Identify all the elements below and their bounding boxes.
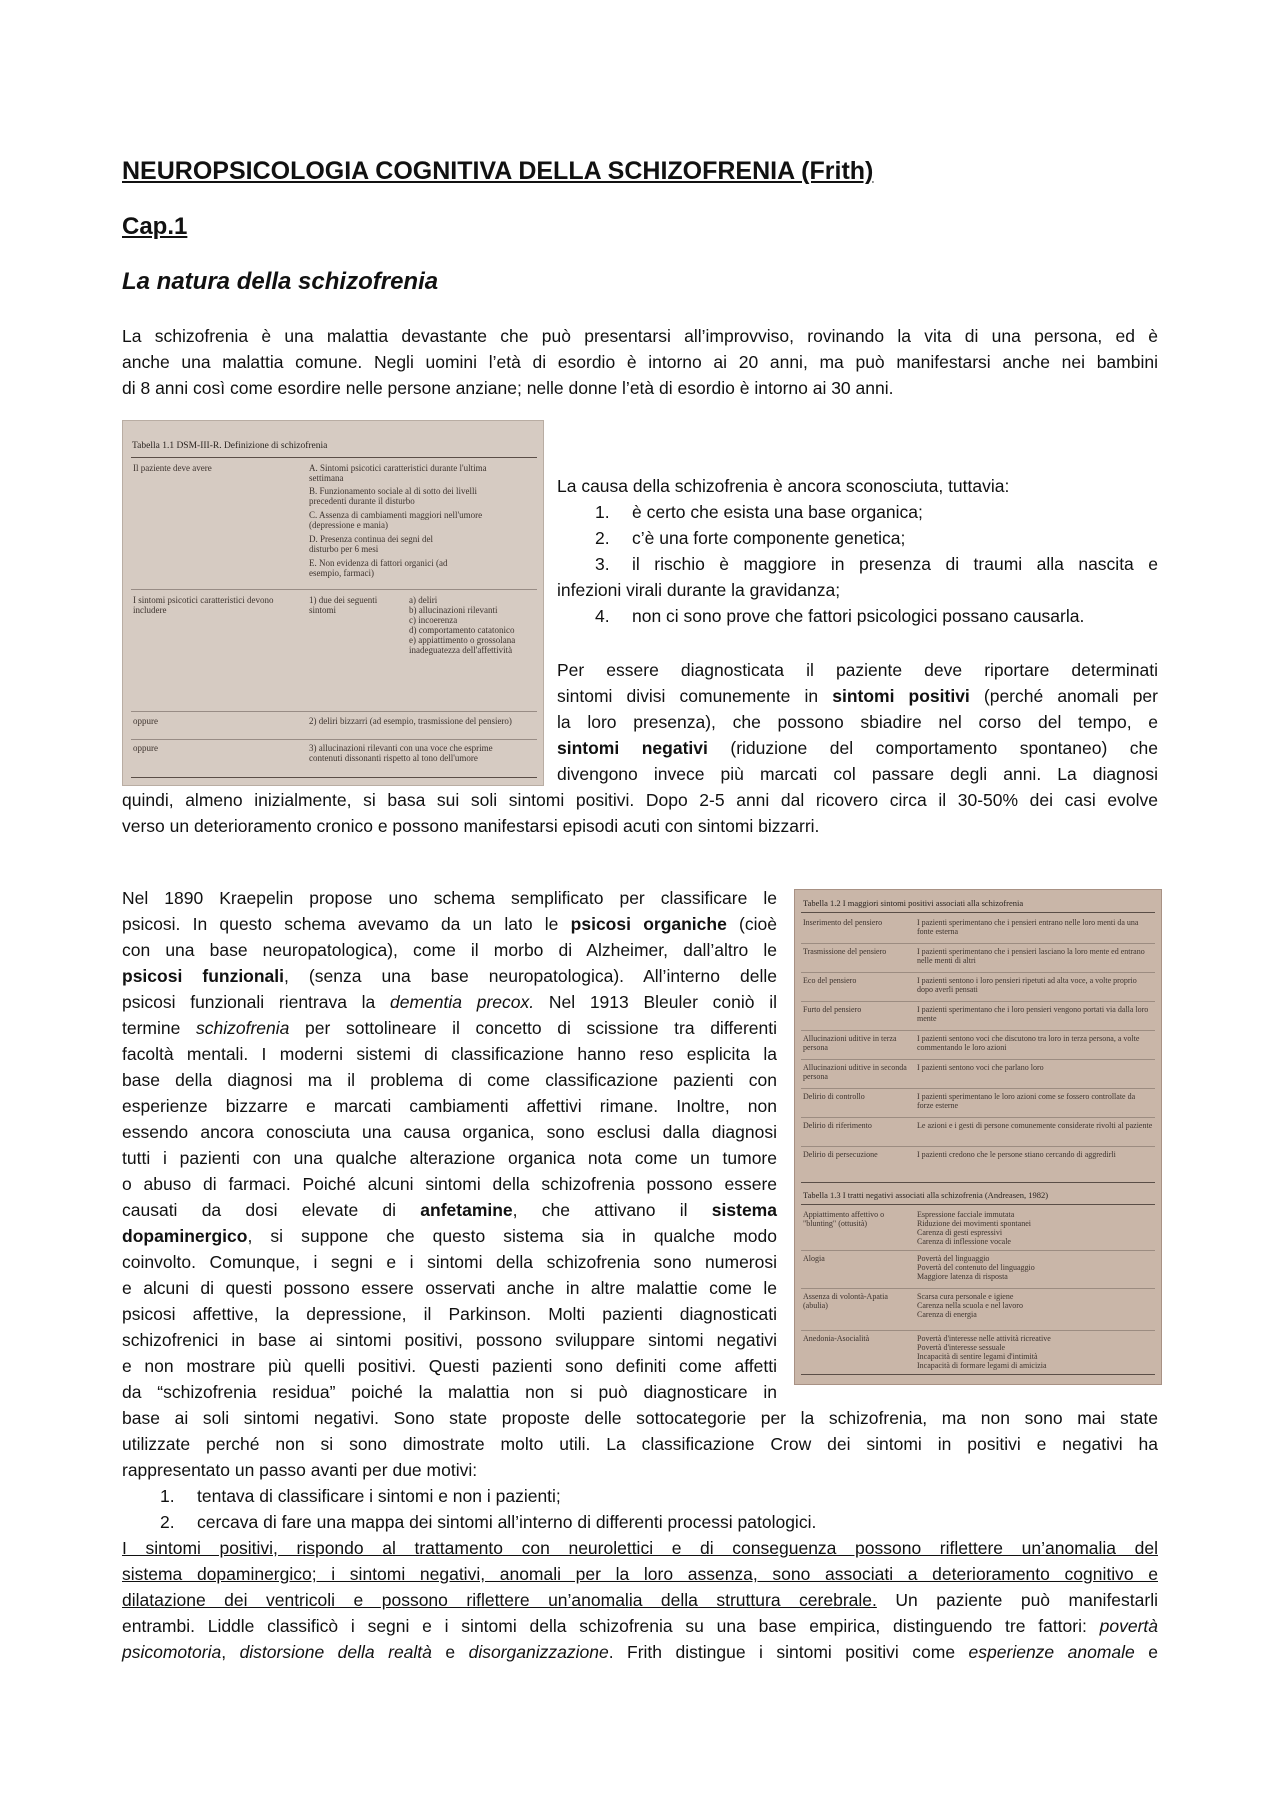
- table2-row-right: I pazienti sperimentano che i pensieri entrano nelle loro menti da una fonte esterna: [917, 918, 1139, 936]
- table2-row-right: I pazienti sperimentano che i pensieri lasciano la loro mente ed entrano nelle menti di altri: [917, 947, 1145, 965]
- kraepelin-line: facoltà mentali. I moderni sistemi di classificazione hanno reso esplicita la: [122, 1044, 777, 1064]
- kraepelin-line: termine schizofrenia per sottolineare il concetto di scissione tra differenti: [122, 1018, 777, 1038]
- underlined-line: dilatazione dei ventricoli e possono riflettere un’anomalia della struttura cerebrale. Un paziente può manifestarli: [122, 1590, 1158, 1610]
- table3-row-left: Alogia: [803, 1254, 825, 1263]
- table2-row-right: Le azioni e i gesti di persone comunemente considerate rivolti al paziente: [917, 1121, 1153, 1130]
- diag-line: quindi, almeno inizialmente, si basa sui soli sintomi positivi. Dopo 2-5 anni dal ricovero circa il 30-50% dei casi evolve: [122, 790, 1158, 810]
- table-row-divider: [801, 1117, 1155, 1118]
- t1-row-right: E. Non evidenza di fattori organici (ad esempio, farmaci): [309, 558, 448, 578]
- table-row-divider: [801, 972, 1155, 973]
- cause-number: 4.: [595, 606, 610, 626]
- table-row-divider: [801, 1001, 1155, 1002]
- table2-row-left: Inserimento del pensiero: [803, 918, 883, 927]
- table-row-divider: [801, 1288, 1155, 1289]
- kraepelin-line: causati da dosi elevate di anfetamine, che attivano il sistema: [122, 1200, 777, 1220]
- kraepelin-line: tutti i pazienti con una qualche alterazione organica nota come un tumore: [122, 1148, 777, 1168]
- t1-row-mid: 2) deliri bizzarri (ad esempio, trasmissione del pensiero): [309, 716, 512, 726]
- table2-row-right: I pazienti sentono i loro pensieri ripetuti ad alta voce, a volte proprio dopo averli pensati: [917, 976, 1137, 994]
- kraepelin-line: con una base neuropatologica), come il morbo di Alzheimer, dall’altro le: [122, 940, 777, 960]
- crow-line: base ai soli sintomi negativi. Sono state proposte delle sottocategorie per la schizofrenia, ma non sono mai state: [122, 1408, 1158, 1428]
- cause-intro: La causa della schizofrenia è ancora sconosciuta, tuttavia:: [557, 476, 1010, 496]
- table-1-2-caption: Tabella 1.2 I maggiori sintomi positivi associati alla schizofrenia: [803, 898, 1024, 908]
- cause-text: non ci sono prove che fattori psicologici possano causarla.: [632, 606, 1085, 626]
- kraepelin-line: essendo ancora conosciuta una causa organica, sono esclusi dalla diagnosi: [122, 1122, 777, 1142]
- crow-line: utilizzate perché non si sono dimostrate molto utili. La classificazione Crow dei sintomi in positivi e negativi ha: [122, 1434, 1158, 1454]
- t1-row-right: C. Assenza di cambiamenti maggiori nell'umore (depressione e mania): [309, 510, 483, 530]
- table3-row-right: Scarsa cura personale e igiene Carenza nella scuola e nel lavoro Carenza di energia: [917, 1292, 1023, 1319]
- intro-line-2: anche una malattia comune. Negli uomini l’età di esordio è intorno ai 20 anni, ma può manifestarsi anche nei bambini: [122, 352, 1158, 372]
- diag-line: Per essere diagnosticata il paziente deve riportare determinati: [557, 660, 1158, 680]
- table-1-1-caption: Tabella 1.1 DSM-III-R. Definizione di schizofrenia: [132, 441, 328, 451]
- underlined-line: I sintomi positivi, rispondo al trattamento con neurolettici e di conseguenza possono riflettere un’anomalia del: [122, 1538, 1158, 1558]
- underlined-line: sistema dopaminergico; i sintomi negativi, anomali per la loro assenza, sono associati a deterioramento cognitivo e: [122, 1564, 1158, 1584]
- table3-row-right: Povertà d'interesse nelle attività ricreative Povertà d'interesse sessuale Incapacità di sentire legami d'intimità Incapacità di formare legami di amicizia: [917, 1334, 1051, 1370]
- kraepelin-line: psicosi funzionali rientrava la dementia precox. Nel 1913 Bleuler coniò il: [122, 992, 777, 1012]
- page-title: NEUROPSICOLOGIA COGNITIVA DELLA SCHIZOFRENIA (Frith): [122, 157, 874, 185]
- reason-number: 1.: [160, 1486, 175, 1506]
- table-row-divider: [801, 1059, 1155, 1060]
- kraepelin-line: coinvolto. Comunque, i segni e i sintomi della schizofrenia sono numerosi: [122, 1252, 777, 1272]
- reason-number: 2.: [160, 1512, 175, 1532]
- kraepelin-line: psicosi. In questo schema avevamo da un lato le psicosi organiche (cioè: [122, 914, 777, 934]
- t1-row-right: a) deliri b) allucinazioni rilevanti c) incoerenza d) comportamento catatonico e) appiattimento o grossolana inadeguatezza dell'affettività: [409, 595, 516, 655]
- table-1-1-image: [122, 420, 544, 786]
- kraepelin-line: base della diagnosi ma il problema di come classificazione pazienti con: [122, 1070, 777, 1090]
- table2-row-left: Allucinazioni uditive in seconda persona: [803, 1063, 907, 1081]
- cause-number: 3.: [595, 554, 610, 574]
- diag-line: sintomi negativi (riduzione del comportamento spontaneo) che: [557, 738, 1158, 758]
- table3-row-right: Povertà del linguaggio Povertà del contenuto del linguaggio Maggiore latenza di risposta: [917, 1254, 1035, 1281]
- cause-text: il rischio è maggiore in presenza di traumi alla nascita e: [632, 554, 1158, 574]
- table2-row-left: Delirio di persecuzione: [803, 1150, 878, 1159]
- t1-row-left: Il paziente deve avere: [133, 463, 212, 473]
- table-1-2-1-3-image: [794, 889, 1162, 1385]
- table2-row-left: Furto del pensiero: [803, 1005, 862, 1014]
- table2-row-left: Delirio di riferimento: [803, 1121, 872, 1130]
- cause-number: 2.: [595, 528, 610, 548]
- reason-text: tentava di classificare i sintomi e non i pazienti;: [197, 1486, 561, 1506]
- kraepelin-line: da “schizofrenia residua” poiché la malattia non si può diagnosticare in: [122, 1382, 777, 1402]
- kraepelin-line: schizofrenici in base ai sintomi positivi, possono sviluppare sintomi negativi: [122, 1330, 777, 1350]
- table3-row-right: Espressione facciale immutata Riduzione dei movimenti spontanei Carenza di gesti espressivi Carenza di inflessione vocale: [917, 1210, 1031, 1246]
- reason-text: cercava di fare una mappa dei sintomi all’interno di differenti processi patologici.: [197, 1512, 817, 1532]
- table2-row-right: I pazienti sentono voci che parlano loro: [917, 1063, 1044, 1072]
- table2-row-left: Delirio di controllo: [803, 1092, 865, 1101]
- t1-row-mid: 1) due dei seguenti sintomi: [309, 595, 378, 615]
- table-row-divider: [801, 1250, 1155, 1251]
- kraepelin-line: psicosi funzionali, (senza una base neuropatologica). All’interno delle: [122, 966, 777, 986]
- cause-text: è certo che esista una base organica;: [632, 502, 923, 522]
- t1-row-left: oppure: [133, 716, 158, 726]
- table2-row-left: Allucinazioni uditive in terza persona: [803, 1034, 897, 1052]
- chapter-heading: Cap.1: [122, 213, 188, 240]
- section-heading: La natura della schizofrenia: [122, 268, 439, 295]
- table-row-divider: [801, 1146, 1155, 1147]
- table2-row-left: Eco del pensiero: [803, 976, 857, 985]
- diag-line: divengono invece più marcati col passare degli anni. La diagnosi: [557, 764, 1158, 784]
- table3-row-left: Appiattimento affettivo o "blunting" (ottusità): [803, 1210, 885, 1228]
- table2-row-left: Trasmissione del pensiero: [803, 947, 887, 956]
- diag-line: la loro presenza), che possono sbiadire nel corso del tempo, e: [557, 712, 1158, 732]
- kraepelin-line: esperienze bizzarre e marcati cambiamenti affettivi rimane. Inoltre, non: [122, 1096, 777, 1116]
- table-row-divider: [801, 1030, 1155, 1031]
- kraepelin-line: Nel 1890 Kraepelin propose uno schema semplificato per classificare le: [122, 888, 777, 908]
- table-row-divider: [801, 943, 1155, 944]
- diag-line: sintomi divisi comunemente in sintomi positivi (perché anomali per: [557, 686, 1158, 706]
- t1-row-right: D. Presenza continua dei segni del disturbo per 6 mesi: [309, 534, 433, 554]
- table-1-3-caption: Tabella 1.3 I tratti negativi associati alla schizofrenia (Andreasen, 1982): [803, 1190, 1049, 1200]
- table2-row-right: I pazienti sperimentano le loro azioni come se fossero controllate da forze esterne: [917, 1092, 1136, 1110]
- table2-row-right: I pazienti sperimentano che i loro pensieri vengono portati via dalla loro mente: [917, 1005, 1149, 1023]
- crow-line: rappresentato un passo avanti per due motivi:: [122, 1460, 478, 1480]
- intro-line-3: di 8 anni così come esordire nelle persone anziane; nelle donne l’età di esordio è intorno ai 30 anni.: [122, 378, 894, 398]
- table3-row-left: Anedonia-Asocialità: [803, 1334, 870, 1343]
- t1-row-mid: 3) allucinazioni rilevanti con una voce che esprime contenuti dissonanti rispetto al tono dell'umore: [309, 743, 493, 763]
- t1-row-left: I sintomi psicotici caratteristici devono includere: [133, 595, 274, 615]
- table-row-divider: [801, 1088, 1155, 1089]
- t1-row-right: B. Funzionamento sociale al di sotto dei livelli precedenti durante il disturbo: [309, 486, 477, 506]
- cause-number: 1.: [595, 502, 610, 522]
- cause-text: c’è una forte componente genetica;: [632, 528, 906, 548]
- table2-row-right: I pazienti sentono voci che discutono tra loro in terza persona, a volte commentando le loro azioni: [917, 1034, 1140, 1052]
- kraepelin-line: psicosi affettive, la depressione, il Parkinson. Molti pazienti diagnosticati: [122, 1304, 777, 1324]
- t1-row-right: A. Sintomi psicotici caratteristici durante l'ultima settimana: [309, 463, 487, 483]
- table2-row-right: I pazienti credono che le persone stiano cercando di aggredirli: [917, 1150, 1116, 1159]
- diag-line: verso un deterioramento cronico e possono manifestarsi episodi acuti con sintomi bizzarri.: [122, 816, 820, 836]
- t1-row-left: oppure: [133, 743, 158, 753]
- table-row-divider: [801, 1330, 1155, 1331]
- kraepelin-line: o abuso di farmaci. Poiché alcuni sintomi della schizofrenia possono essere: [122, 1174, 777, 1194]
- kraepelin-line: e non mostrare più quelli positivi. Questi pazienti sono definiti come affetti: [122, 1356, 777, 1376]
- cause-text-continued: infezioni virali durante la gravidanza;: [557, 580, 841, 600]
- kraepelin-line: e alcuni di questi possono essere osservati anche in altre malattie come le: [122, 1278, 777, 1298]
- kraepelin-line: dopaminergico, si suppone che questo sistema sia in qualche modo: [122, 1226, 777, 1246]
- liddle-line: entrambi. Liddle classificò i segni e i sintomi della schizofrenia su una base empirica, distinguendo tre fattori: povertà: [122, 1616, 1158, 1636]
- liddle-line: psicomotoria, distorsione della realtà e disorganizzazione. Frith distingue i sintomi positivi come esperienze anomale e: [122, 1642, 1158, 1662]
- table3-row-left: Assenza di volontà-Apatia (abulia): [803, 1292, 888, 1310]
- intro-line-1: La schizofrenia è una malattia devastante che può presentarsi all’improvviso, rovinando la vita di una persona, ed è: [122, 326, 1158, 346]
